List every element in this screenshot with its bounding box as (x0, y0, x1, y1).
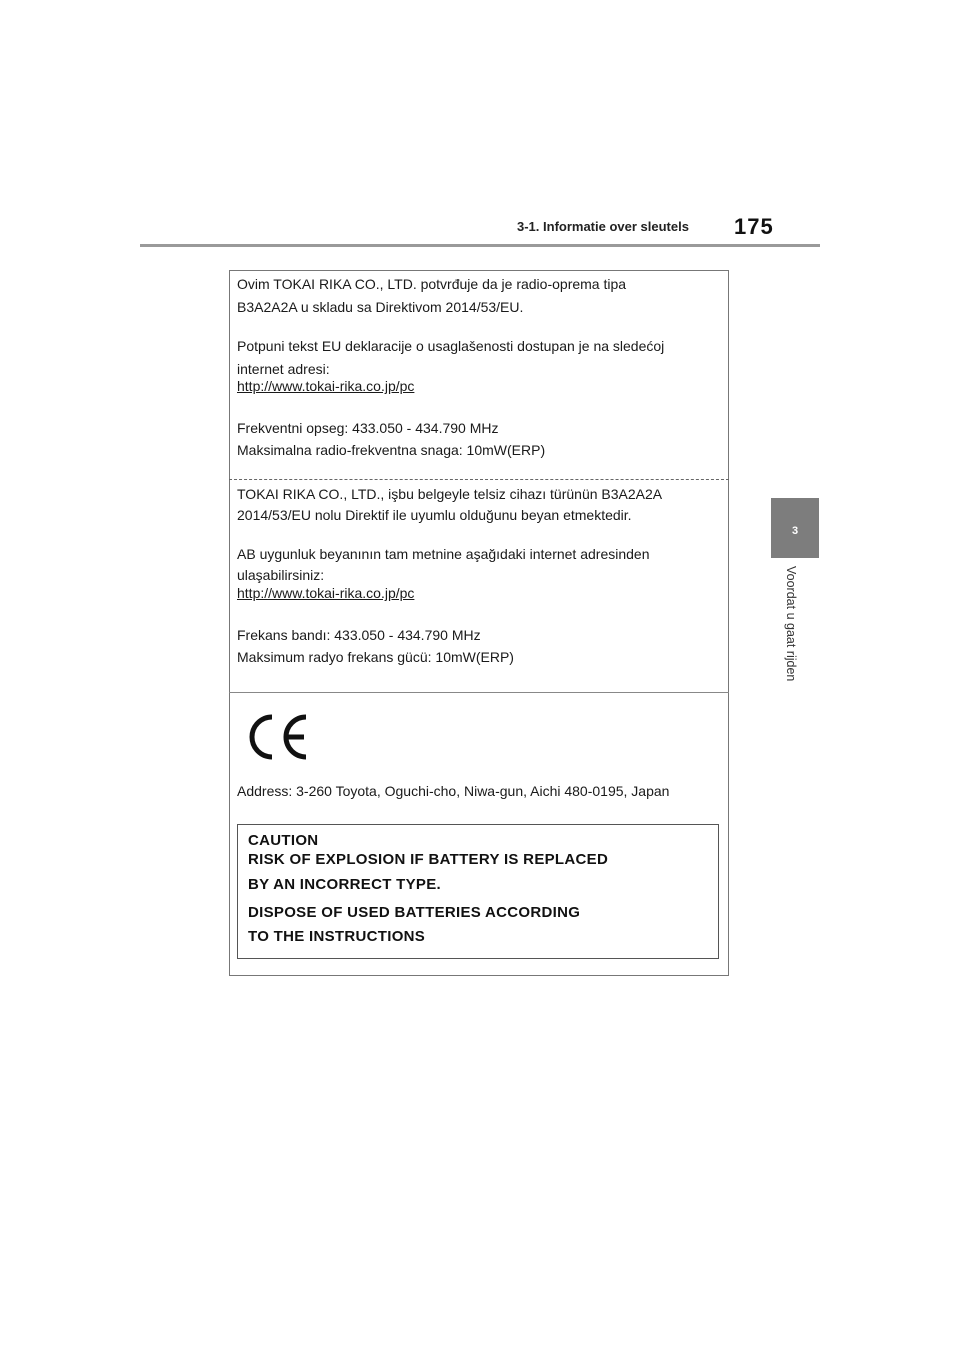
turkish-frequency: Frekans bandı: 433.050 - 434.790 MHz (237, 627, 481, 643)
serbian-frequency: Frekventni opseg: 433.050 - 434.790 MHz (237, 420, 499, 436)
ce-mark-icon (246, 712, 316, 762)
serbian-line-2: B3A2A2A u skladu sa Direktivom 2014/53/EU. (237, 299, 524, 315)
turkish-line-4: ulaşabilirsiniz: (237, 567, 325, 583)
section-divider (229, 692, 729, 693)
serbian-url-link[interactable]: http://www.tokai-rika.co.jp/pc (237, 378, 415, 394)
serbian-line-3: Potpuni tekst EU deklaracije o usaglašenosti dostupan je na sledećoj (237, 338, 665, 354)
turkish-url-link[interactable]: http://www.tokai-rika.co.jp/pc (237, 585, 415, 601)
serbian-line-4: internet adresi: (237, 361, 330, 377)
caution-line-2: RISK OF EXPLOSION IF BATTERY IS REPLACED (248, 851, 609, 868)
chapter-title-vertical (776, 566, 812, 714)
chapter-number: 3 (791, 525, 799, 537)
turkish-line-2: 2014/53/EU nolu Direktif ile uyumlu olduğunu beyan etmektedir. (237, 507, 632, 523)
caution-line-4: DISPOSE OF USED BATTERIES ACCORDING (248, 904, 581, 921)
section-title: 3-1. Informatie over sleutels (517, 219, 689, 234)
header-divider (140, 244, 820, 247)
turkish-line-1: TOKAI RIKA CO., LTD., işbu belgeyle telsiz cihazı türünün B3A2A2A (237, 486, 663, 502)
page-number: 175 (734, 214, 774, 239)
section-divider (229, 479, 729, 480)
caution-line-5: TO THE INSTRUCTIONS (248, 928, 426, 945)
caution-line-3: BY AN INCORRECT TYPE. (248, 876, 441, 893)
chapter-tab[interactable] (771, 498, 819, 558)
manufacturer-address: Address: 3-260 Toyota, Oguchi-cho, Niwa-gun, Aichi 480-0195, Japan (237, 783, 670, 799)
turkish-power: Maksimum radyo frekans gücü: 10mW(ERP) (237, 649, 514, 665)
turkish-line-3: AB uygunluk beyanının tam metnine aşağıdaki internet adresinden (237, 546, 650, 562)
serbian-power: Maksimalna radio-frekventna snaga: 10mW(ERP) (237, 442, 546, 458)
serbian-line-1: Ovim TOKAI RIKA CO., LTD. potvrđuje da je radio-oprema tipa (237, 276, 627, 292)
chapter-title: Voordat u gaat rijden (784, 566, 798, 682)
caution-heading: CAUTION (248, 832, 319, 849)
